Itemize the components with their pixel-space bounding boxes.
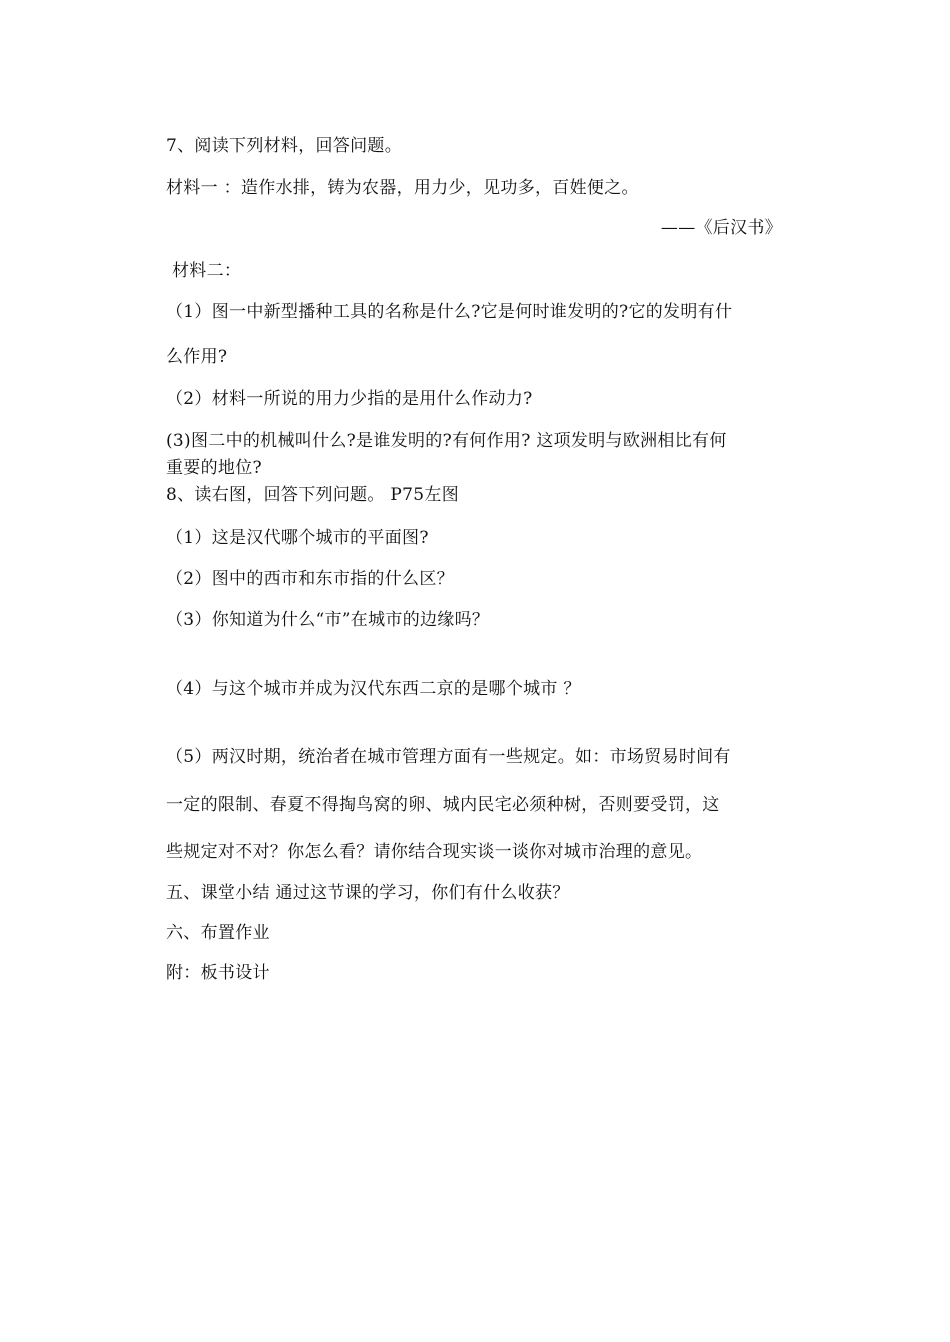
question-7-1-line-2: 么作用?: [166, 347, 228, 367]
question-8-heading: 8、读右图，回答下列问题。 P75左图: [166, 485, 459, 505]
question-8-5-line-1: （5）两汉时期，统治者在城市管理方面有一些规定。如：市场贸易时间有: [166, 747, 731, 767]
question-7-3-line-2: 重要的地位?: [166, 458, 262, 478]
question-8-3: （3）你知道为什么“市”在城市的边缘吗？: [166, 610, 490, 630]
question-7-2: （2）材料一所说的用力少指的是用什么作动力?: [166, 389, 533, 409]
question-8-5-line-3: 些规定对不对？你怎么看？请你结合现实谈一谈你对城市治理的意见。: [166, 842, 703, 862]
material-one-text: 材料一 ：造作水排，铸为农器，用力少，见功多，百姓便之。: [166, 178, 639, 198]
question-8-4: （4）与这个城市并成为汉代东西二京的是哪个城市 ？: [166, 679, 581, 699]
material-one-source: ——《后汉书》: [660, 218, 782, 238]
question-8-2: （2）图中的西市和东市指的什么区？: [166, 569, 454, 589]
appendix-board-design: 附：板书设计: [166, 963, 270, 983]
question-7-1-line-1: （1）图一中新型播种工具的名称是什么?它是何时谁发明的?它的发明有什: [166, 302, 733, 322]
question-7-3-line-1: (3)图二中的机械叫什么?是谁发明的?有何作用? 这项发明与欧洲相比有何: [166, 431, 727, 451]
section-5-summary: 五、课堂小结 通过这节课的学习，你们有什么收获？: [166, 883, 570, 903]
question-8-5-line-2: 一定的限制、春夏不得掏鸟窝的卵、城内民宅必须种树，否则要受罚，这: [166, 795, 720, 815]
section-6-homework: 六、布置作业: [166, 923, 270, 943]
question-7-heading: 7、阅读下列材料，回答问题。: [166, 136, 403, 156]
question-8-1: （1）这是汉代哪个城市的平面图?: [166, 528, 429, 548]
material-two-label: 材料二：: [172, 261, 242, 281]
